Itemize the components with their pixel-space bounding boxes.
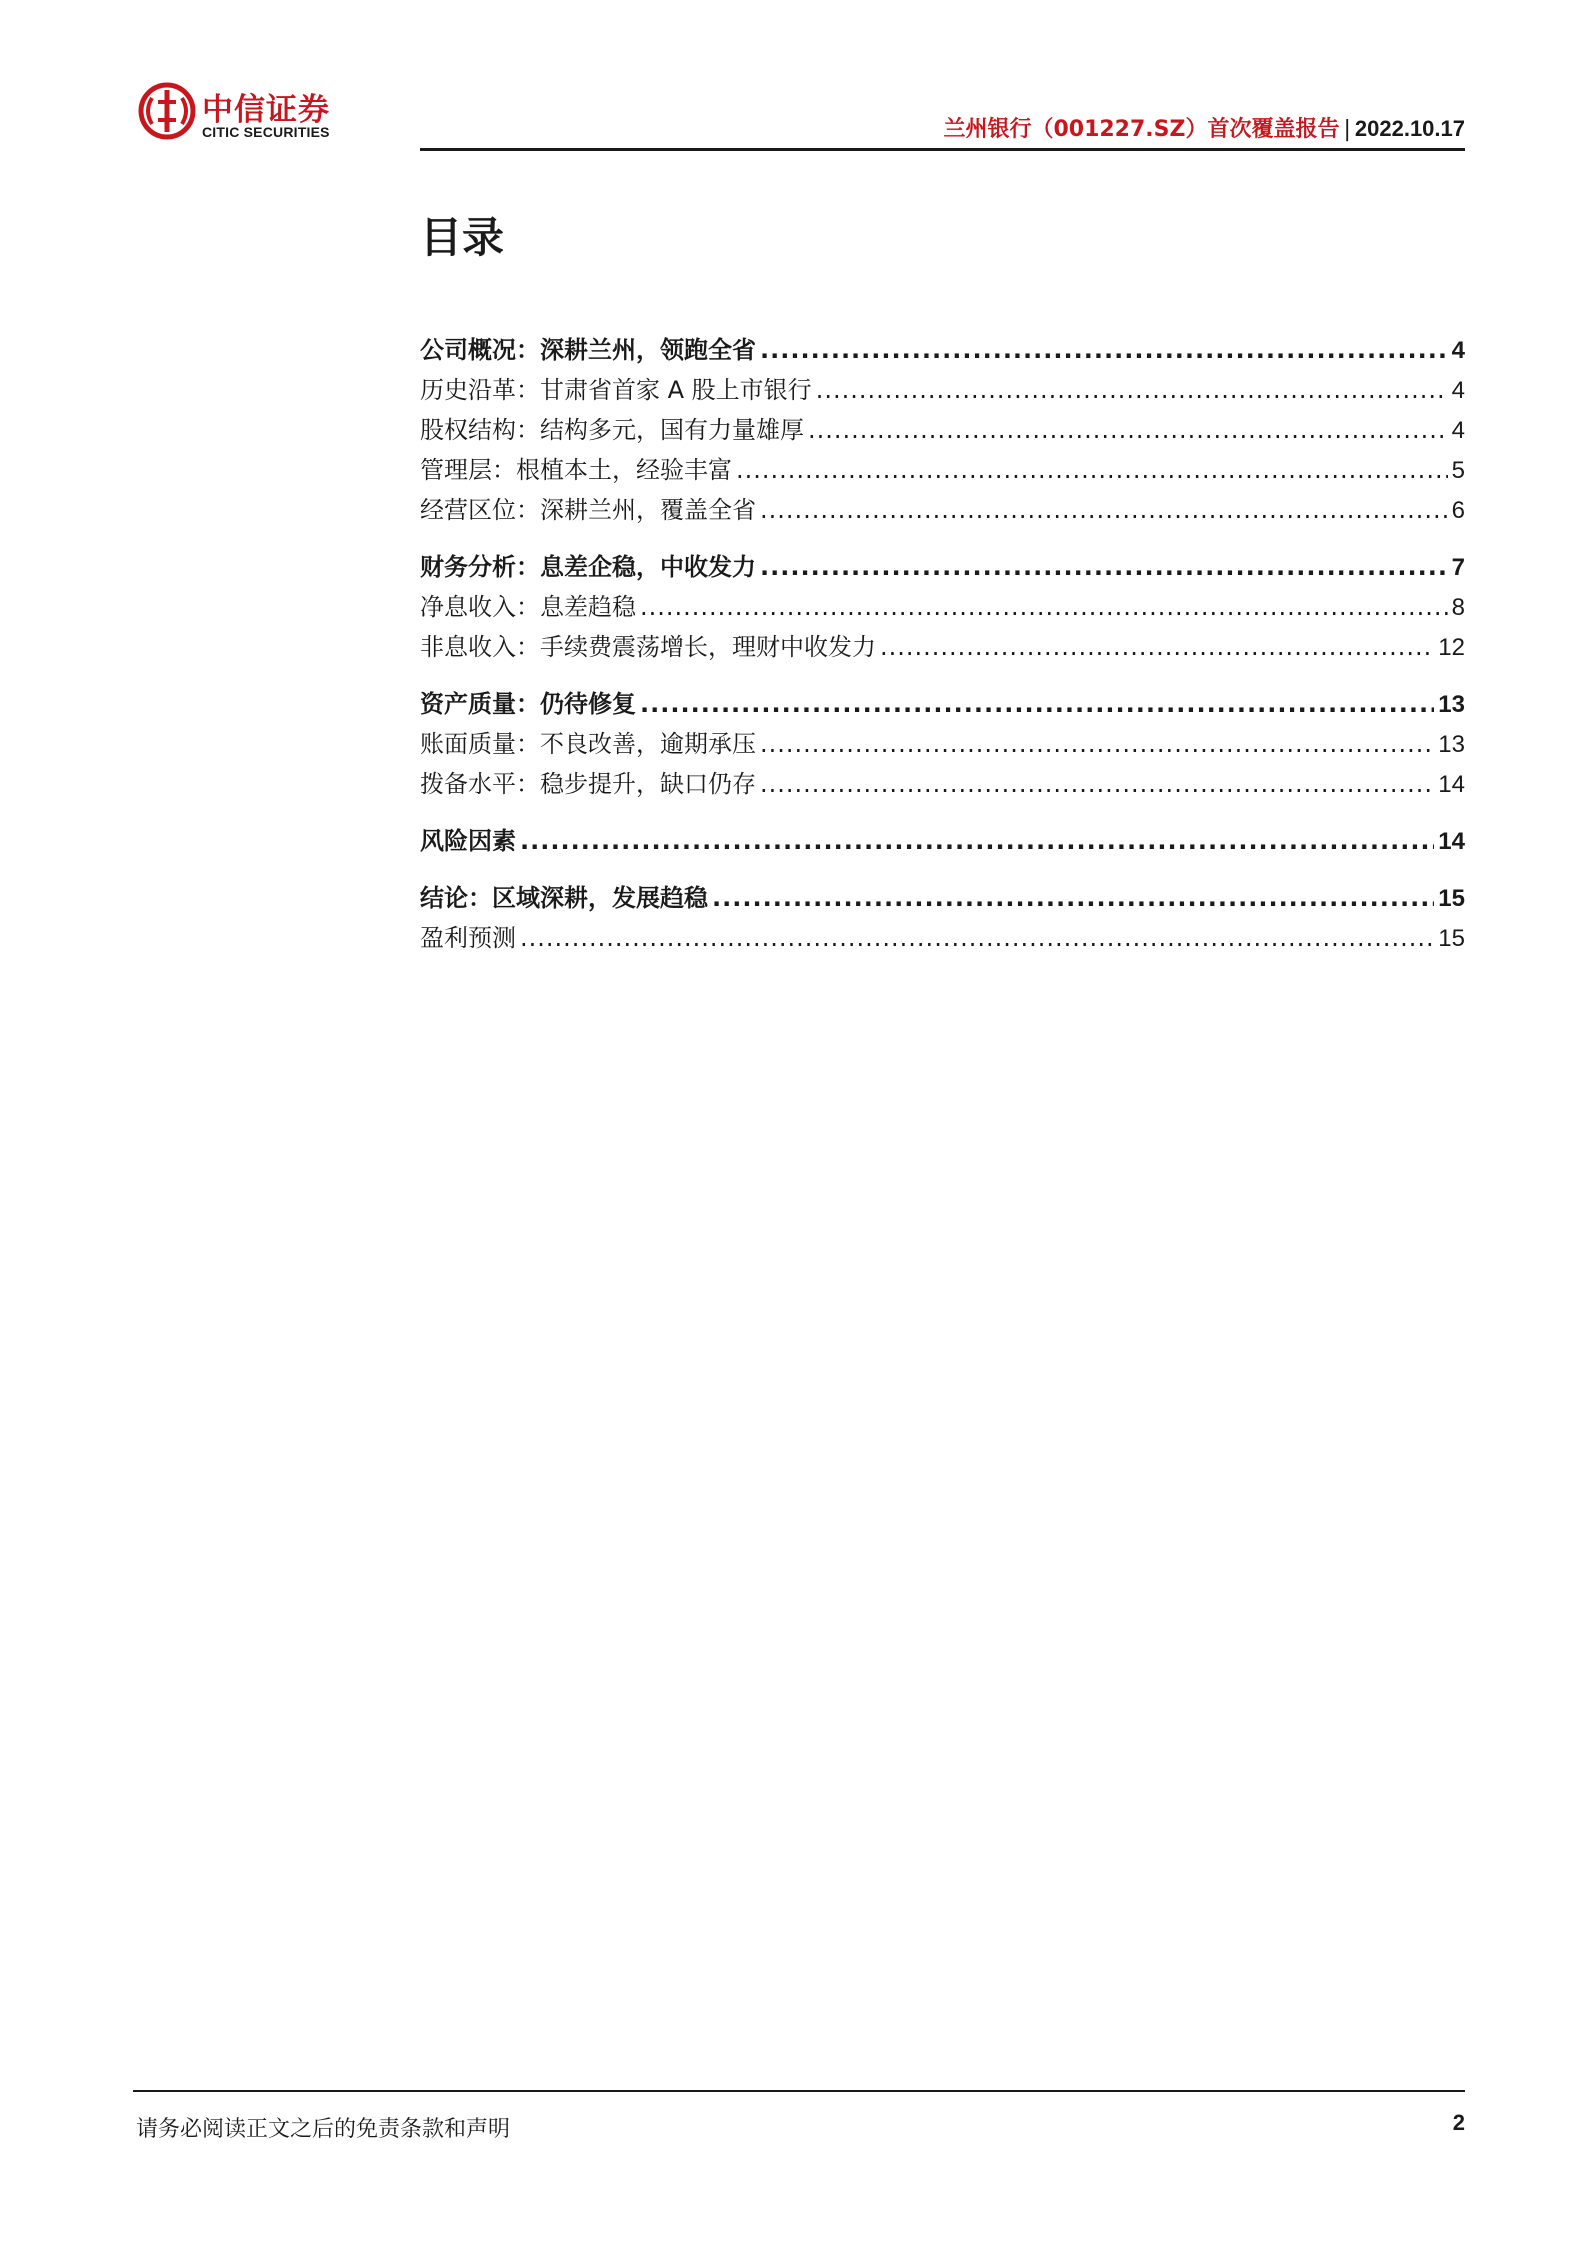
toc-entry-financial-analysis[interactable] <box>420 547 1465 587</box>
toc-entry-management[interactable] <box>420 450 1465 490</box>
toc-entry-operating-region[interactable] <box>420 490 1465 530</box>
toc-entry-label: 经营区位：深耕兰州，覆盖全省 <box>420 496 756 524</box>
toc-entry-page: 4 <box>1451 337 1465 364</box>
toc-entry-earnings-forecast[interactable] <box>420 918 1465 958</box>
toc-leader-dots <box>712 878 1434 918</box>
toc-entry-provision-level[interactable] <box>420 764 1465 804</box>
toc-entry-label: 股权结构：结构多元，国有力量雄厚 <box>420 416 804 444</box>
toc-leader-dots <box>736 450 1448 490</box>
footer-page-number: 2 <box>1452 2110 1465 2135</box>
toc-leader-dots <box>808 410 1448 450</box>
report-date: 2022.10.17 <box>1354 116 1465 141</box>
footer-divider <box>133 2090 1465 2092</box>
toc-entry-net-interest-income[interactable] <box>420 587 1465 627</box>
toc-entry-page: 13 <box>1438 731 1465 758</box>
toc-entry-page: 15 <box>1438 925 1465 952</box>
toc-entry-page: 6 <box>1451 497 1465 524</box>
toc-entry-label: 账面质量：不良改善，逾期承压 <box>420 730 756 758</box>
toc-entry-label: 非息收入：手续费震荡增长，理财中收发力 <box>420 633 876 661</box>
toc-entry-label: 财务分析：息差企稳，中收发力 <box>420 553 756 581</box>
toc-entry-page: 14 <box>1438 828 1465 855</box>
toc-entry-ownership[interactable] <box>420 410 1465 450</box>
toc-entry-page: 14 <box>1438 771 1465 798</box>
footer-disclaimer: 请务必阅读正文之后的免责条款和声明 <box>136 2117 511 2142</box>
toc-leader-dots <box>640 684 1434 724</box>
logo-chinese-name: 中信证券 <box>202 92 330 128</box>
toc-entry-page: 5 <box>1451 457 1465 484</box>
header-divider <box>420 148 1465 151</box>
toc-leader-dots <box>520 821 1434 861</box>
toc-entry-label: 拨备水平：稳步提升，缺口仍存 <box>420 770 756 798</box>
toc-entry-label: 风险因素 <box>420 827 516 855</box>
toc-entry-page: 7 <box>1451 554 1465 581</box>
toc-leader-dots <box>880 627 1434 667</box>
logo-english-name: CITIC SECURITIES <box>202 124 330 140</box>
toc-entry-label: 资产质量：仍待修复 <box>420 690 636 718</box>
toc-entry-label: 历史沿革：甘肃省首家 A 股上市银行 <box>420 376 812 404</box>
toc-entry-book-quality[interactable] <box>420 724 1465 764</box>
toc-entry-label: 净息收入：息差趋稳 <box>420 593 636 621</box>
toc-entry-page: 4 <box>1451 377 1465 404</box>
toc-entry-company-overview[interactable] <box>420 330 1465 370</box>
table-of-contents <box>420 330 1465 958</box>
citic-emblem-icon <box>138 82 196 140</box>
toc-leader-dots <box>760 547 1448 587</box>
toc-entry-page: 12 <box>1438 634 1465 661</box>
toc-entry-page: 15 <box>1438 885 1465 912</box>
toc-entry-label: 盈利预测 <box>420 924 516 952</box>
toc-entry-label: 管理层：根植本土，经验丰富 <box>420 456 732 484</box>
toc-leader-dots <box>760 764 1434 804</box>
toc-leader-dots <box>520 918 1434 958</box>
toc-entry-label: 结论：区域深耕，发展趋稳 <box>420 884 708 912</box>
toc-entry-history[interactable] <box>420 370 1465 410</box>
toc-leader-dots <box>816 370 1448 410</box>
toc-entry-page: 4 <box>1451 417 1465 444</box>
toc-heading: 目录 <box>420 213 505 262</box>
toc-leader-dots <box>640 587 1448 627</box>
toc-entry-page: 13 <box>1438 691 1465 718</box>
toc-entry-risk-factors[interactable] <box>420 821 1465 861</box>
toc-leader-dots <box>760 490 1448 530</box>
toc-leader-dots <box>760 330 1448 370</box>
report-header <box>943 112 1465 143</box>
toc-entry-conclusion[interactable] <box>420 878 1465 918</box>
header-separator: | <box>1343 117 1351 142</box>
toc-entry-non-interest-income[interactable] <box>420 627 1465 667</box>
toc-entry-asset-quality[interactable] <box>420 684 1465 724</box>
toc-entry-page: 8 <box>1451 594 1465 621</box>
citic-logo <box>138 82 378 144</box>
report-title: 兰州银行（001227.SZ）首次覆盖报告 <box>943 117 1340 142</box>
toc-entry-label: 公司概况：深耕兰州，领跑全省 <box>420 336 756 364</box>
toc-leader-dots <box>760 724 1434 764</box>
